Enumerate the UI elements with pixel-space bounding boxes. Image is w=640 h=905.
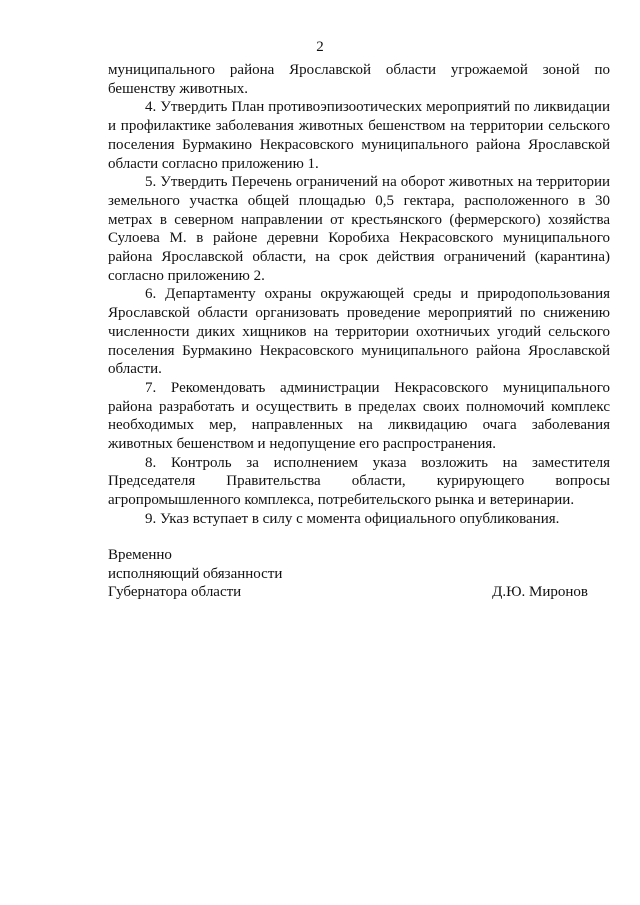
signature-title-line-1: Временно (108, 547, 172, 563)
page-number: 2 (316, 39, 324, 55)
paragraph-item-7: 7. Рекомендовать администрации Некрасовского муниципального района разработать и осуществить в пределах своих полномочий комплекс необходимых мер, направленных на ликвидацию очага заболевания животных бешенством и недопущение его распространения. (108, 379, 610, 453)
document-body (108, 61, 610, 529)
paragraph-item-5: 5. Утвердить Перечень ограничений на оборот животных на территории земельного участка общей площадью 0,5 гектара, расположенного в 30 метрах в северном направлении от крестьянского (фермерского) хозяйства Сулоева М. в районе деревни Коробиха Некрасовского муниципального района Ярославской области, на срок действия ограничений (карантина) согласно приложению 2. (108, 174, 610, 284)
paragraph-continuation: муниципального района Ярославской области угрожаемой зоной по бешенству животных. (108, 62, 610, 97)
signature-block (108, 546, 588, 602)
paragraph-item-9: 9. Указ вступает в силу с момента официального опубликования. (145, 510, 560, 527)
paragraph-item-8: 8. Контроль за исполнением указа возложить на заместителя Председателя Правительства области, курирующего вопросы агропромышленного комплекса, потребительского рынка и ветеринарии. (108, 454, 610, 509)
paragraph-item-6: 6. Департаменту охраны окружающей среды и природопользования Ярославской области организовать проведение мероприятий по снижению численности диких хищников на территории охотничьих угодий сельского поселения Бурмакино Некрасовского муниципального района Ярославской области. (108, 286, 610, 378)
signature-title-line-2: исполняющий обязанности (108, 565, 283, 582)
paragraph-item-4: 4. Утвердить План противоэпизоотических мероприятий по ликвидации и профилактике заболевания животных бешенством на территории сельского поселения Бурмакино Некрасовского муниципального района Ярославской области согласно приложению 1. (108, 99, 610, 172)
signatory-name: Д.Ю. Миронов (492, 584, 588, 601)
signature-title-line-3: Губернатора области (108, 584, 242, 601)
